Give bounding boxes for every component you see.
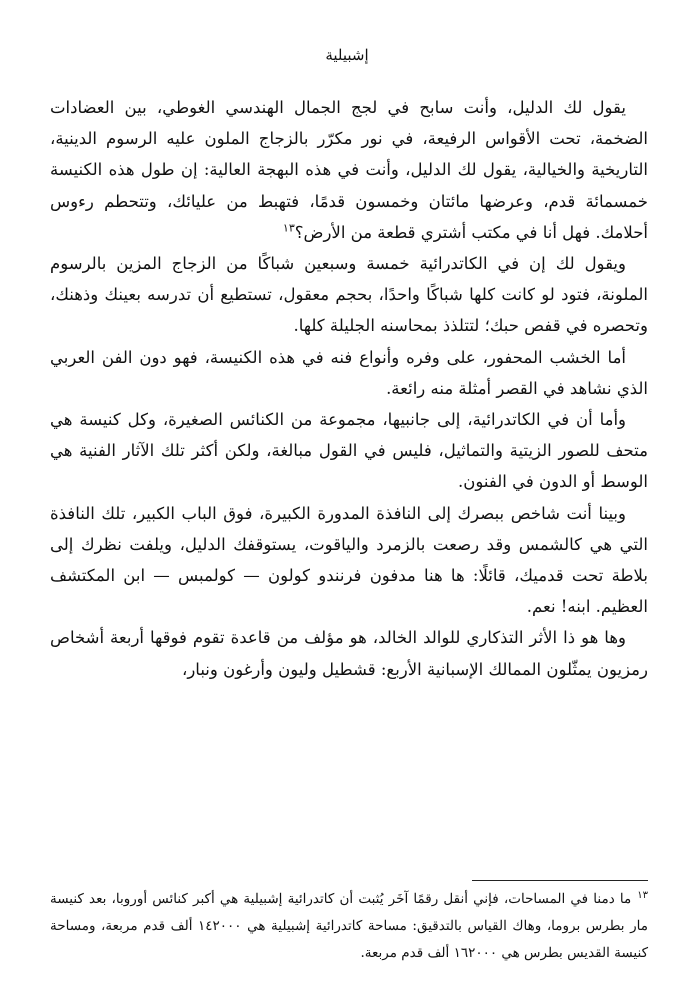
paragraph (50, 248, 648, 342)
paragraph-text: وبينا أنت شاخص ببصرك إلى النافذة المدورة الكبيرة، فوق الباب الكبير، تلك النافذة التي هي كالشمس وقد رصعت بالزمرد والياقوت، يستوقفك الدليل، ويلفت نظرك إلى بلاطة تحت قدميك، قائلًا: ها هنا مدفون فرنندو كولون — كولمبس — ابن المكتشف العظيم. ابنه! نعم. (50, 503, 648, 617)
footnote-section (50, 886, 648, 967)
paragraph (50, 404, 648, 498)
paragraph-text: أما الخشب المحفور، على وفره وأنواع فنه في هذه الكنيسة، فهو دون الفن العربي الذي نشاهد في القصر أمثلة منه رائعة. (50, 347, 648, 398)
footnote-text: ما دمنا في المساحات، فإني أنقل رقمًا آخَر يُثبت أن كاتدرائية إشبيلية هي أكبر كنائس أوروبا، بعد كنيسة مار بطرس بروما، وهاك القياس بالتدقيق: مساحة كاتدرائية إشبيلية هي ١٤٢٠٠٠ ألف قدم مربعة، ومساحة كنيسة القديس بطرس هي ١٦٢٠٠٠ ألف قدم مربعة. (50, 891, 648, 961)
paragraph-text: يقول لك الدليل، وأنت سابح في لجج الجمال الهندسي الغوطي، بين العضادات الضخمة، تحت الأقواس الرفيعة، في نور مكرّر بالزجاج الملون عليه الرسوم الدينية، التاريخية والخيالية، يقول لك الدليل، وأنت في هذه البهجة العالية: إن طول هذه الكنيسة خمسمائة قدم، وعرضها مائتان وخمسون قدمًا، فتهبط من عليائك، وتتحطم رءوس أحلامك. فهل أنا في مكتب أشتري قطعة من الأرض؟ (50, 98, 648, 242)
paragraph-text: وها هو ذا الأثر التذكاري للوالد الخالد، هو مؤلف من قاعدة تقوم فوقها أربعة أشخاص رمزيون يمثّلون الممالك الإسبانية الأربع: قشطيل وليون وأرغون ونبار، (50, 628, 648, 679)
paragraph-text: وأما أن في الكاتدرائية، إلى جانبيها، مجموعة من الكنائس الصغيرة، وكل كنيسة هي متحف للصور الزيتية والتماثيل، فليس في القول مبالغة، ولكن أكثر تلك الآثار الفنية هي الوسط أو الدون في الفنون. (50, 410, 648, 492)
body-text (50, 92, 648, 685)
footnote-divider (472, 880, 648, 881)
footnote-number: ١٣ (637, 889, 648, 901)
paragraph-text: ويقول لك إن في الكاتدرائية خمسة وسبعين شباكًا من الزجاج المزين بالرسوم الملونة، فتود لو كانت كلها شباكًا واحدًا، بحجم معقول، تستطيع أن تدرسه بعينك وذهنك، وتحصره في قفص حبك؛ لتتلذذ بمحاسنه الجليلة كلها. (50, 254, 648, 336)
paragraph (50, 498, 648, 623)
running-head: إشبيلية (325, 46, 369, 64)
footnote-reference[interactable]: ١٣ (282, 221, 295, 235)
paragraph (50, 92, 648, 248)
paragraph (50, 342, 648, 404)
paragraph (50, 622, 648, 684)
